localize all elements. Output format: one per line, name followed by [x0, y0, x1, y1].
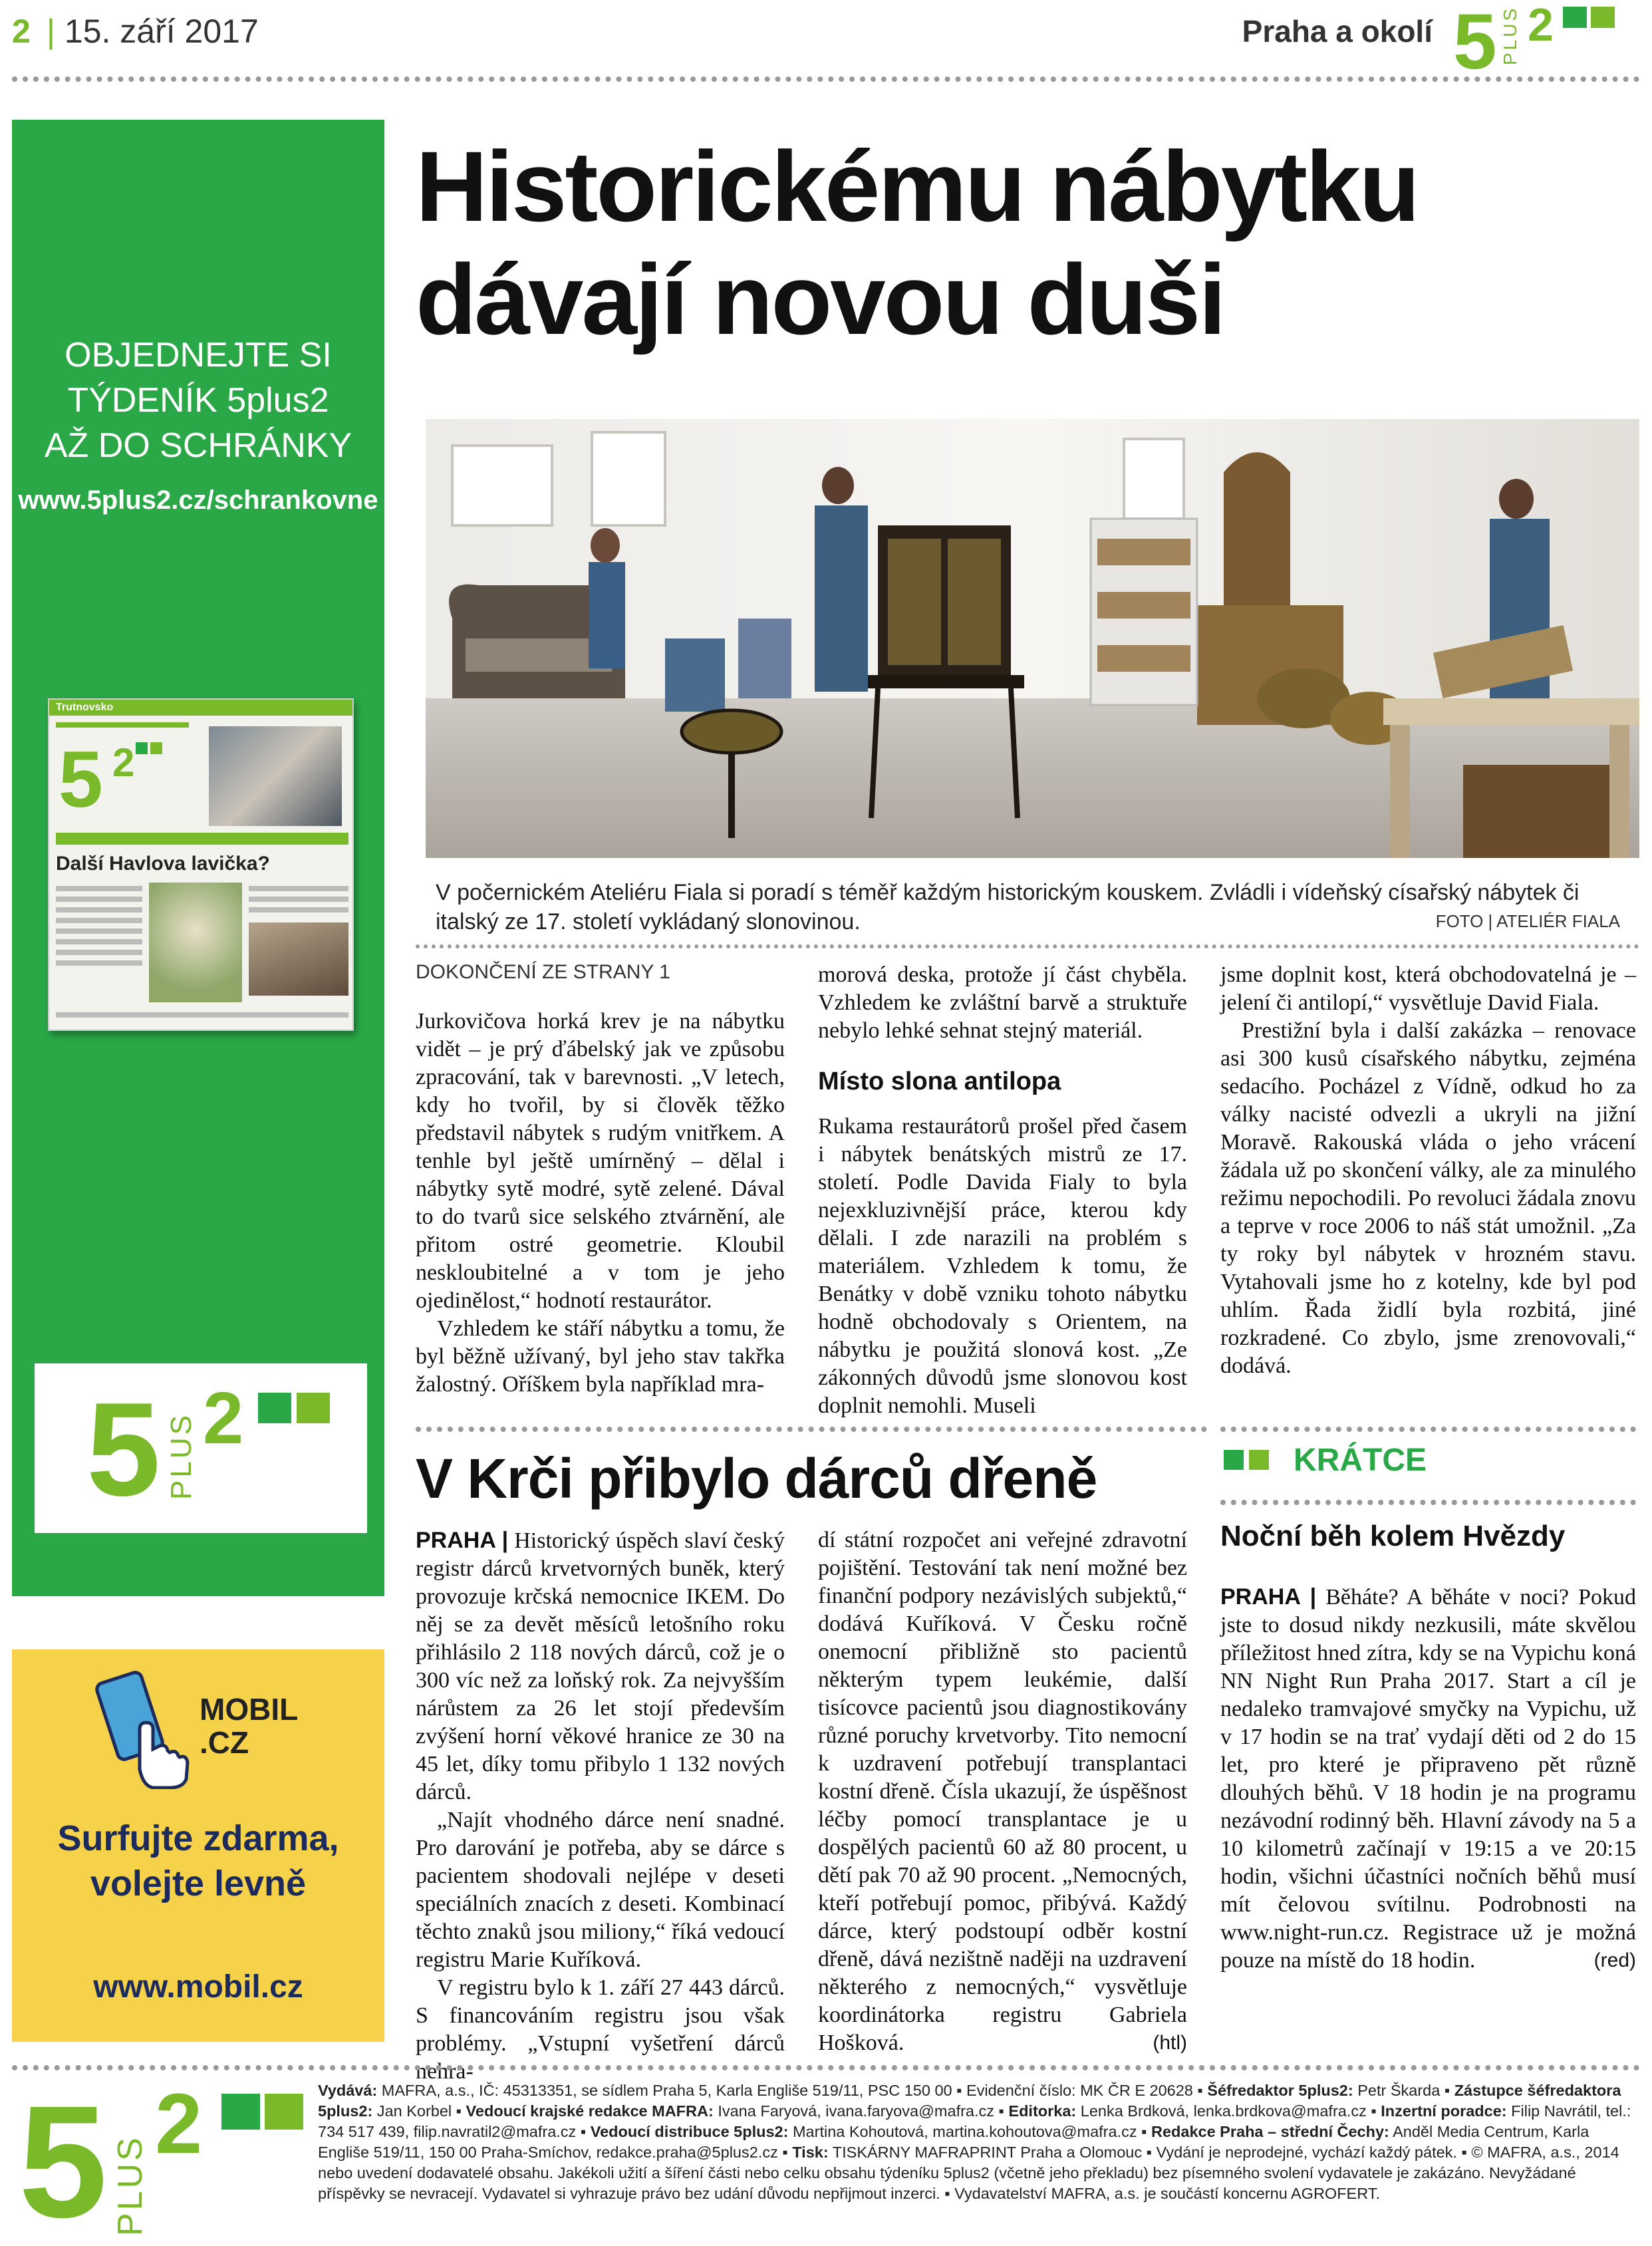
logo-square-dark: [258, 1393, 291, 1423]
header-logo: [1453, 0, 1646, 86]
kratce-column: [1220, 1583, 1636, 1975]
thumbnail-headline: Další Havlova lavička?: [56, 853, 270, 875]
logo-square-dark: [221, 2094, 260, 2130]
promo-url-link[interactable]: www.5plus2.cz/schrankovne: [18, 486, 378, 515]
article-divider: [416, 1427, 1207, 1432]
logo-plus: PLUS: [1500, 5, 1520, 65]
photo-caption: V počernickém Ateliéru Fiala si poradí s téměř každým historickým kouskem. Zvládli i vídeňský císařský nábytek či italský ze 17. století vykládaný slonovinou.: [436, 880, 1580, 934]
footer-logo: [12, 2072, 305, 2246]
logo-five: 5: [19, 2072, 108, 2246]
article-headline: Historickému nábytku dávají novou duši: [416, 130, 1419, 355]
issue-date: | 15. září 2017: [47, 12, 259, 51]
paragraph: PRAHA | Běháte? A běháte v noci? Pokud jste to dosud nikdy nezkusili, máte skvělou příležitost hned zítra, kdy se na Vypichu koná NN Night Run Praha 2017. Start a cíl je nedaleko tramvajové smyčky na Vypichu, už v 17 hodin se na trať vydají děti od 2 do 15 let, pro které je připraveno pět různě dlouhých běhů. V 18 hodin je na programu nezávodní rodinný běh. Hlavní závody na 5 a 10 kilometrů začínají v 19:15 a ve 20:15 hodin, všichni účastníci nočních běhů musí mít čelovou svítilnu. Podrobnosti na www.night-run.cz. Registrace už je možná pouze na místě do 18 hodin. (red): [1220, 1583, 1636, 1975]
kratce-square-dark: [1224, 1450, 1244, 1470]
logo-square-light: [1591, 7, 1615, 28]
logo-two: 2: [203, 1377, 244, 1459]
paragraph: morová deska, protože jí část chyběla. Vzhledem ke zvláštní barvě a struktuře nebylo lehké sehnat stejný materiál.: [818, 962, 1187, 1043]
logo-two: 2: [1528, 0, 1554, 51]
promo-line: OBJEDNEJTE SI: [65, 336, 332, 374]
logo-square-dark: [1563, 7, 1587, 28]
kratce-label: KRÁTCE: [1294, 1443, 1427, 1478]
header-divider: [12, 76, 1640, 82]
continued-label: DOKONČENÍ ZE STRANY 1: [416, 961, 670, 983]
author-signature: (red): [1593, 1949, 1636, 1971]
logo-plus: PLUS: [111, 2135, 150, 2236]
logo-square-light: [265, 2094, 303, 2130]
kratce-square-light: [1249, 1450, 1269, 1470]
sidebar-logo: [86, 1375, 339, 1524]
article2-column-1: [416, 1526, 785, 2086]
article-column-3: [1220, 961, 1636, 1380]
imprint: Vydává: MAFRA, a.s., IČ: 45313351, se sídlem Praha 5, Karla Engliše 519/11, PSC 150 00 ▪ Evidenční číslo: MK ČR E 20628 ▪ Šéfredaktor 5plus2: Petr Škarda ▪ Zástupce šéfredaktora 5plus2: Jan Korbel ▪ Vedoucí krajské redakce MAFRA: Ivana Faryová, ivana.faryova@mafra.cz ▪ Editorka: Lenka Brdková, lenka.brdkova@mafra.cz ▪ Inzertní poradce: Filip Navrátil, tel.: 734 517 439, filip.navratil2@mafra.cz ▪ Vedoucí distribuce 5plus2: Martina Kohoutová, martina.kohoutova@mafra.cz ▪ Redakce Praha – střední Čechy: Anděl Media Centrum, Karla Engliše 519/11, 150 00 Praha-Smíchov, redakce.praha@5plus2.cz ▪ Tisk: TISKÁRNY MAFRAPRINT Praha a Olomouc ▪ Vydání je neprodejné, vychází každý pátek. ▪ © MAFRA, a.s., 2014 nebo uvedení dodavatelé obsahu. Jakékoli užití a šíření části nebo celku obsahu týdeníku 5plus2 (včetně jeho překladu) bez písemného svolení vydavatele je zakázáno. Nevyžádané příspěvky se nevracejí. Vydavatel si vyhrazuje právo bez udání důvodu nepřijmout inzerci. ▪ Vydavatelství MAFRA, a.s. je součástí koncernu AGROFERT.: [318, 2082, 1631, 2202]
logo-square-light: [297, 1393, 330, 1423]
kratce-title: Noční běh kolem Hvězdy: [1220, 1520, 1566, 1552]
thumbnail-logo: 5: [59, 735, 103, 824]
dateline: PRAHA |: [416, 1528, 509, 1553]
paragraph: V registru bylo k 1. září 27 443 dárců. S financováním registru jsou však problémy. „Vstupní vyšetření dárců nehra-: [416, 1975, 785, 2084]
kratce-divider-2: [1220, 1500, 1636, 1505]
paragraph: jsme doplnit kost, která obchodovatelná je – jelení či antilopí,“ vysvětluje David Fiala.: [1220, 962, 1636, 1015]
kratce-divider: [1220, 1427, 1636, 1432]
newspaper-thumbnail: Trutnovsko 5 2 Další Havlova lavička?: [48, 698, 354, 1031]
dateline: PRAHA |: [1220, 1584, 1317, 1610]
logo-two: 2: [155, 2076, 203, 2172]
paragraph: Jurkovičova horká krev je na nábytku vidět – je prý ďábelský jak ve způsobu zpracování, tak v barevnosti. „V letech, kdy ho tvořil, by si člověk těžko představil nábytek s rudým vnitřkem. A tenhle byl ještě umírněný – dělal i nábytky sytě modré, sytě zelené. Dával to do tvarů sice selského ztvárnění, ale přitom ostré geometrie. Kloubil neskloubitelné a v tom je jeho ojedinělost,“ hodnotí restaurátor.: [416, 1009, 785, 1313]
article2-headline: V Krči přibylo dárců dřeně: [416, 1447, 1097, 1510]
photo-credit: FOTO | ATELIÉR FIALA: [1435, 911, 1620, 931]
region-label: Praha a okolí: [1242, 14, 1433, 49]
paragraph: Rukama restaurátorů prošel před časem i nábytek benátských mistrů ze 17. století. Podle Davida Fialy to byla nejexkluzivnější práce, kterou kdy dělali. I zde narazili na problém s materiálem. Vzhledem k tomu, že Benátky v době vzniku tohoto nábytku hodně obchodovaly s Orientem, na nábytku je použitá slonová kost. „Ze zákonných důvodů jsme slonovou kost doplnit nemohli. Museli: [818, 1114, 1187, 1418]
paragraph: Prestižní byla i další zakázka – renovace asi 300 kusů císařského nábytku, zejména sedacího. Pocházel z Vídně, odkud ho za války nacisté odvezli a ukryli na jižní Moravě. Rakouská vláda o jeho vrácení žádala už po skončení války, ale za minulého režimu nepochodili. Po revoluci žádala znovu a teprve v roce 2006 to náš stát umožnil. „Za ty roky byl nábytek v hrozném stavu. Vytahovali jsme ho z kotelny, kde byl pod uhlím. Řada židlí byla rozbitá, jiné rozkradené. Co zbylo, jsme zrenovovali,“ dodává.: [1220, 1018, 1636, 1378]
logo-five: 5: [1453, 0, 1497, 86]
promo-line: AŽ DO SCHRÁNKY: [44, 426, 352, 465]
mobil-url-link[interactable]: www.mobil.cz: [93, 1969, 303, 2005]
phone-hand-icon: [93, 1669, 200, 1789]
paragraph: PRAHA | Historický úspěch slaví český registr dárců krvetvorných buněk, který provozuje krčská nemocnice IKEM. Do něj se za devět měsíců letošního roku přihlásilo 2 118 nových dárců, což je o 300 víc než za loňský rok. Za nejvyšším nárůstem za 26 let stojí především zvýšení horní věkové hranice ze 30 na 45 let, díky tomu přibylo 1 132 nových dárců.: [416, 1528, 785, 1804]
promo-line: TÝDENÍK 5plus2: [67, 381, 329, 420]
mobil-slogan: Surfujte zdarma, volejte levně: [57, 1818, 339, 1903]
caption-divider: [416, 944, 1639, 948]
page-number: 2: [12, 13, 31, 50]
thumbnail-band: Trutnovsko: [49, 700, 352, 716]
article-photo: [426, 419, 1639, 858]
logo-five: 5: [86, 1375, 161, 1524]
author-signature: (htl): [1153, 2032, 1187, 2054]
footer-divider: [12, 2065, 1640, 2070]
article-subheading: Místo slona antilopa: [818, 1067, 1061, 1095]
article-column-2: [818, 961, 1187, 1420]
mobil-brand: MOBIL .CZ: [200, 1692, 299, 1760]
article2-column-2: [818, 1526, 1187, 2057]
logo-plus: PLUS: [165, 1413, 198, 1500]
paragraph: Vzhledem ke stáří nábytku a tomu, že byl běžně užívaný, byl jeho stav takřka žalostný. Oříškem byla například mra-: [416, 1316, 785, 1397]
paragraph: „Najít vhodného dárce není snadné. Pro darování je potřeba, aby se dárce s pacientem shodovali nejlépe v deseti speciálních znacích z deseti. Kombinací těchto znaků jsou miliony,“ říká vedoucí registru Marie Kuříková.: [416, 1808, 785, 1972]
promo-text: [12, 333, 384, 468]
paragraph: dí státní rozpočet ani veřejné zdravotní pojištění. Testování tak není možné bez finanční podpory nezávislých subjektů,“ dodává Kuříková. V Česku ročně onemocní přibližně sto pacientů některým typem leukémie, další tisícovce pacientů jsou diagnostikovány různé poruchy krvetvorby. Tito nemocní k uzdravení potřebují transplantaci kostní dřeně. Čísla ukazují, že úspěšnost léčby pomocí transplantace je u dospělých pacientů 60 až 80 procent, u dětí pak 70 až 90 procent. „Nemocných, kteří potřebují pomoc, přibývá. Každý dárce, který podstoupí odběr kostní dřeně, dává nezištně naději na uzdravení některého z nemocných,“ vysvětluje koordinátorka registru Gabriela Hošková. (htl): [818, 1526, 1187, 2057]
article-column-1: [416, 1008, 785, 1399]
